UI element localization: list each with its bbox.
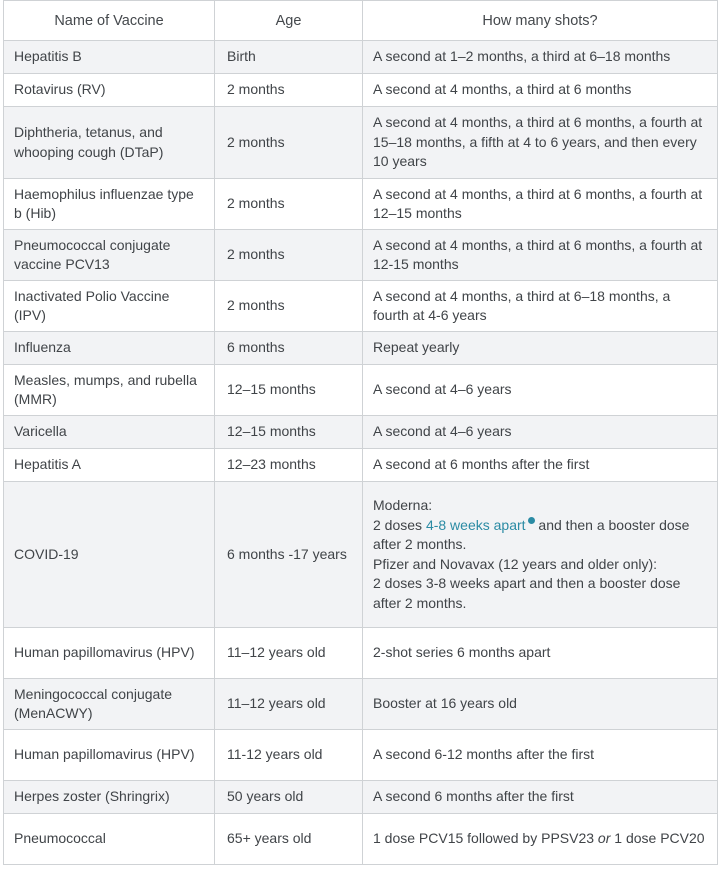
table-row xyxy=(4,74,718,107)
vaccine-name: Meningococcal conjugate (MenACWY) xyxy=(4,679,215,730)
vaccine-shots: A second 6 months after the first xyxy=(363,781,718,814)
table-row xyxy=(4,482,718,628)
header-age: Age xyxy=(215,1,363,41)
moderna-interval-link[interactable]: 4-8 weeks apart xyxy=(425,516,526,533)
vaccine-age: 6 months xyxy=(215,332,363,365)
vaccine-shots: A second at 4 months, a third at 6 months, a fourth at 15–18 months, a fifth at 4 to 6 years, and then every 10 years xyxy=(363,107,718,179)
table-row xyxy=(4,781,718,814)
vaccine-shots: A second at 6 months after the first xyxy=(363,449,718,482)
vaccine-name: Herpes zoster (Shringrix) xyxy=(4,781,215,814)
table-row xyxy=(4,365,718,416)
vaccine-shots: Repeat yearly xyxy=(363,332,718,365)
vaccine-shots: A second at 4 months, a third at 6 months, a fourth at 12-15 months xyxy=(363,230,718,281)
pneumo-shots-post: 1 dose PCV20 xyxy=(610,830,705,847)
table-row xyxy=(4,628,718,679)
vaccine-age: 11-12 years old xyxy=(215,730,363,781)
vaccine-age: 12–15 months xyxy=(215,416,363,449)
moderna-post: and then a booster dose after 2 months. xyxy=(373,516,690,552)
vaccine-age: 2 months xyxy=(215,107,363,179)
vaccine-age: 6 months -17 years xyxy=(215,482,363,628)
table-header-row xyxy=(4,1,718,41)
vaccine-name: Influenza xyxy=(4,332,215,365)
table-row xyxy=(4,281,718,332)
table-row xyxy=(4,41,718,74)
vaccine-age: 11–12 years old xyxy=(215,628,363,679)
vaccine-shots: A second 6-12 months after the first xyxy=(363,730,718,781)
table-row xyxy=(4,814,718,865)
vaccine-name: Haemophilus influenzae type b (Hib) xyxy=(4,179,215,230)
moderna-pre: 2 doses xyxy=(373,516,426,533)
vaccine-shots: Booster at 16 years old xyxy=(363,679,718,730)
vaccine-age: 2 months xyxy=(215,179,363,230)
vaccine-name: Inactivated Polio Vaccine (IPV) xyxy=(4,281,215,332)
table-row xyxy=(4,107,718,179)
table-row xyxy=(4,179,718,230)
vaccine-shots xyxy=(363,814,718,865)
vaccine-name: Human papillomavirus (HPV) xyxy=(4,730,215,781)
vaccine-shots: A second at 4–6 years xyxy=(363,365,718,416)
vaccine-name: Hepatitis B xyxy=(4,41,215,74)
vaccine-age: 50 years old xyxy=(215,781,363,814)
table-row xyxy=(4,730,718,781)
vaccine-name: Human papillomavirus (HPV) xyxy=(4,628,215,679)
pneumo-shots-pre: 1 dose PCV15 followed by PPSV23 xyxy=(373,830,598,847)
vaccine-shots: A second at 4 months, a third at 6–18 months, a fourth at 4-6 years xyxy=(363,281,718,332)
info-badge-icon xyxy=(528,517,535,524)
vaccine-shots xyxy=(363,482,718,628)
vaccine-age: 2 months xyxy=(215,230,363,281)
vaccine-name: Pneumococcal conjugate vaccine PCV13 xyxy=(4,230,215,281)
header-name: Name of Vaccine xyxy=(4,1,215,41)
table-row xyxy=(4,230,718,281)
vaccine-name: Varicella xyxy=(4,416,215,449)
vaccine-name: Pneumococcal xyxy=(4,814,215,865)
vaccine-name: Hepatitis A xyxy=(4,449,215,482)
vaccine-age: 2 months xyxy=(215,281,363,332)
table-row xyxy=(4,332,718,365)
vaccine-shots: A second at 1–2 months, a third at 6–18 months xyxy=(363,41,718,74)
vaccine-name: Measles, mumps, and rubella (MMR) xyxy=(4,365,215,416)
vaccine-age: Birth xyxy=(215,41,363,74)
table-row xyxy=(4,679,718,730)
vaccine-age: 11–12 years old xyxy=(215,679,363,730)
vaccine-shots: A second at 4–6 years xyxy=(363,416,718,449)
vaccine-age: 12–15 months xyxy=(215,365,363,416)
vaccine-age: 12–23 months xyxy=(215,449,363,482)
pfizer-text: 2 doses 3-8 weeks apart and then a booster dose after 2 months. xyxy=(373,575,681,611)
pfizer-label: Pfizer and Novavax (12 years and older only): xyxy=(373,555,658,572)
vaccine-age: 2 months xyxy=(215,74,363,107)
vaccine-name: Rotavirus (RV) xyxy=(4,74,215,107)
vaccine-age: 65+ years old xyxy=(215,814,363,865)
vaccine-name: Diphtheria, tetanus, and whooping cough (DTaP) xyxy=(4,107,215,179)
vaccine-schedule-table xyxy=(3,0,718,865)
pneumo-shots-or: or xyxy=(597,830,611,847)
vaccine-name: COVID-19 xyxy=(4,482,215,628)
moderna-label: Moderna: xyxy=(373,497,433,513)
vaccine-shots: A second at 4 months, a third at 6 months xyxy=(363,74,718,107)
table-row xyxy=(4,416,718,449)
vaccine-shots: 2-shot series 6 months apart xyxy=(363,628,718,679)
header-shots: How many shots? xyxy=(363,1,718,41)
vaccine-shots: A second at 4 months, a third at 6 months, a fourth at 12–15 months xyxy=(363,179,718,230)
table-row xyxy=(4,449,718,482)
